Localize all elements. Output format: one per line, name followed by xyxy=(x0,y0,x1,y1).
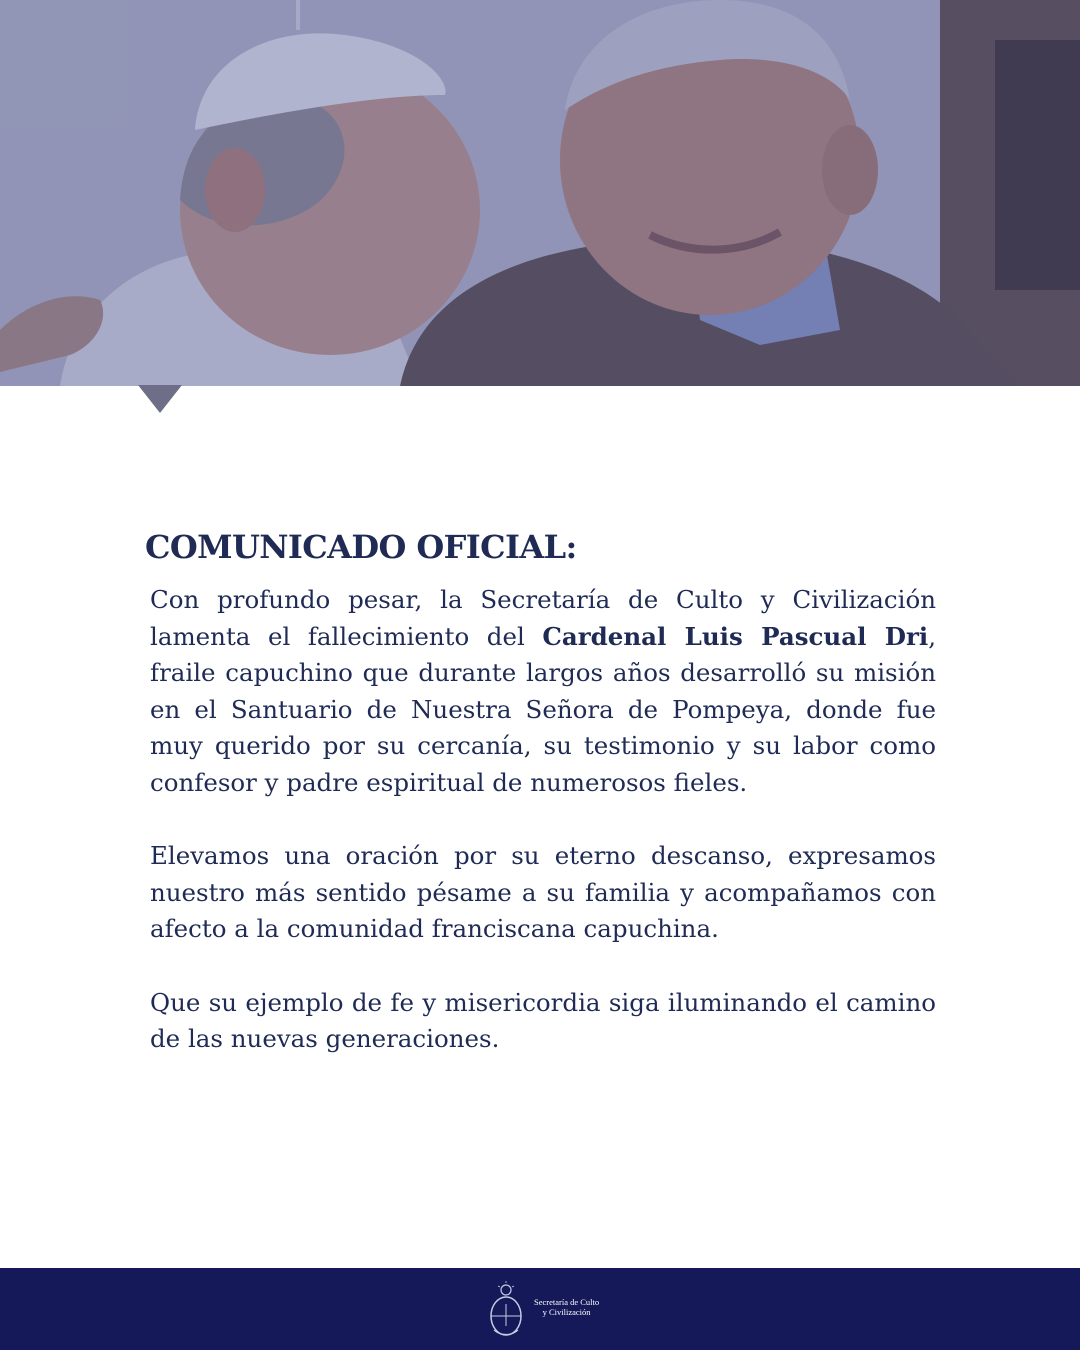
hero-tint-overlay xyxy=(0,0,1080,386)
brand-line-2: y Civilización xyxy=(542,1307,591,1317)
coat-of-arms-icon xyxy=(486,1280,526,1340)
footer-bar xyxy=(0,1268,1080,1350)
paragraph-2: Elevamos una oración por su eterno descanso, expresamos nuestro más sentido pésame a su familia y acompañamos con afecto a la comunidad franciscana capuchina. xyxy=(150,841,936,944)
paragraph-1 xyxy=(150,582,936,802)
statement-title: COMUNICADO OFICIAL: xyxy=(145,528,577,566)
paragraph-3: Que su ejemplo de fe y misericordia siga iluminando el camino de las nuevas generaciones. xyxy=(150,987,936,1054)
paragraph-1-rest: , fraile capuchino que durante largos años desarrolló su misión en el Santuario de Nuestra Señora de Pompeya, donde fue muy querido por su cercanía, su testimonio y su labor como confesor y padre espiritual de numerosos fieles. xyxy=(150,621,936,797)
statement-body xyxy=(150,582,936,1094)
footer-brand xyxy=(534,1297,599,1317)
cardinal-name: Cardenal Luis Pascual Dri xyxy=(542,621,929,651)
hero-photo xyxy=(0,0,1080,386)
pointer-triangle xyxy=(138,385,182,413)
paragraph-1-intro: Con profundo pesar, la Secretaría de Culto y Civilización lamenta el fallecimiento del xyxy=(150,585,936,651)
brand-line-1: Secretaría de Culto xyxy=(534,1297,600,1307)
